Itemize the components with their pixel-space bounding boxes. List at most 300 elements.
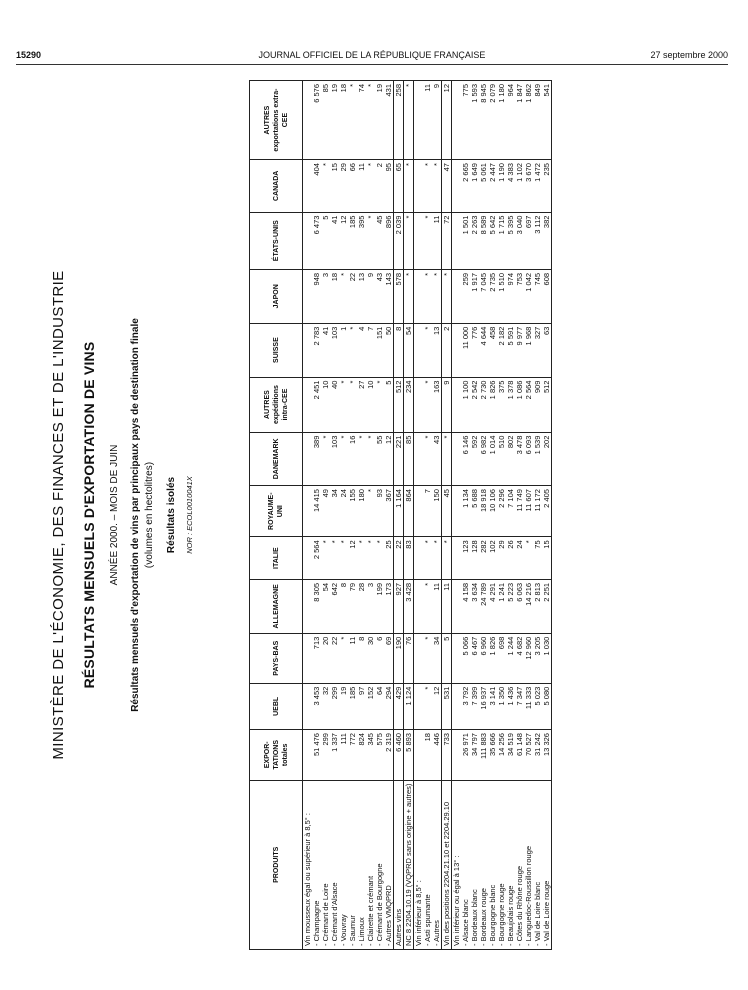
table-cell: 5 023 [533,683,542,729]
table-cell: * [442,432,452,485]
table-cell: 2 405 [542,486,552,537]
table-cell: 3 [366,579,375,633]
table-row [533,81,542,950]
table-cell: 1 030 [542,633,552,683]
table-cell: 4 158 [461,579,470,633]
table-cell: 974 [506,269,515,323]
table-cell [303,579,313,633]
table-cell: 713 [312,633,321,683]
table-cell: 3 205 [533,633,542,683]
table-cell: 6 460 [394,730,404,781]
table-cell: 9 977 [515,323,524,377]
table-cell: 575 [375,730,384,781]
table-cell: 1 086 [515,377,524,432]
column-header: AUTRES expéditions intra-CEE [250,377,303,432]
table-cell: 31 242 [533,730,542,781]
table-cell: * [357,537,366,580]
table-cell: 19 [339,683,348,729]
table-cell: 6 146 [461,432,470,485]
column-header: SUISSE [250,323,303,377]
table-cell: 608 [542,269,552,323]
table-cell: 79 [348,579,357,633]
table-cell: 34 797 [470,730,479,781]
table-cell: 375 [497,377,506,432]
table-row [384,81,394,950]
table-cell: 11 [357,160,366,212]
table-row [542,81,552,950]
table-row [452,81,462,950]
table-cell: 458 [488,323,497,377]
product-label: - Bordeaux blanc [470,780,479,949]
table-cell: 1 510 [497,269,506,323]
table-cell: * [432,269,442,323]
table-cell: * [339,633,348,683]
table-row [461,81,470,950]
table-cell: 34 [432,633,442,683]
table-cell: * [348,377,357,432]
table-cell: 2 [375,160,384,212]
table-cell: 7 [423,486,432,537]
table-cell: 12 [339,212,348,269]
table-cell: 12 [442,81,452,160]
table-cell: 6 473 [312,212,321,269]
table-cell: 3 792 [461,683,470,729]
table-cell: 964 [506,81,515,160]
product-label: - Beaujolais rouge [506,780,515,949]
table-cell: 63 [542,323,552,377]
table-cell: 4 383 [506,160,515,212]
table-cell: 299 [321,730,330,781]
table-cell: * [339,432,348,485]
table-cell: 2 665 [461,160,470,212]
table-cell: 6 [375,633,384,683]
table-cell: 22 [330,633,339,683]
table-cell: 4 291 [488,579,497,633]
table-cell: 202 [542,432,552,485]
table-cell: 541 [542,81,552,160]
column-header: AUTRES exportations extra-CEE [250,81,303,160]
table-cell: 395 [357,212,366,269]
table-cell: 7 399 [470,683,479,729]
table-cell: 20 [321,633,330,683]
table-cell: * [366,486,375,537]
column-header: PRODUITS [250,780,303,949]
table-cell: 234 [404,377,414,432]
table-cell: 8 [394,323,404,377]
table-row [497,81,506,950]
table-cell: 772 [348,730,357,781]
table-cell: * [442,537,452,580]
table-cell: * [339,269,348,323]
table-cell [303,683,313,729]
table-cell: 2 451 [312,377,321,432]
table-cell: 382 [542,212,552,269]
table-cell: 93 [375,486,384,537]
table-cell: 40 [330,377,339,432]
table-cell: 1 539 [533,432,542,485]
product-label: - Saumur [348,780,357,949]
table-cell: 7 045 [479,269,488,323]
table-cell: * [423,212,432,269]
table-cell: 25 [384,537,394,580]
table-cell: 367 [384,486,394,537]
table-cell: 11 000 [461,323,470,377]
table-cell: 2 542 [470,377,479,432]
table-cell: 1 100 [461,377,470,432]
table-cell: 5 688 [470,486,479,537]
table-cell [414,160,424,212]
table-cell: 6 576 [312,81,321,160]
table-cell: 6 982 [479,432,488,485]
table-cell: * [348,323,357,377]
table-cell: 111 883 [479,730,488,781]
product-label: NC 8 2204.10.19 (VQPRD sans origine + autres) [404,780,414,949]
product-label: Vin des positions 2204.21.10 et 2204.29.10 [442,780,452,949]
table-cell [414,212,424,269]
table-cell: 24 789 [479,579,488,633]
table-cell: 18 [423,730,432,781]
table-cell: 1 649 [470,160,479,212]
column-header: PAYS-BAS [250,633,303,683]
table-cell: 163 [432,377,442,432]
page-header [16,50,728,64]
table-row [357,81,366,950]
main-title: RÉSULTATS MENSUELS D'EXPORTATION DE VINS [81,341,97,689]
table-cell [452,486,462,537]
ministry-title: MINISTÈRE DE L'ÉCONOMIE, DES FINANCES ET DE L'INDUSTRIE [50,270,67,760]
table-row [488,81,497,950]
table-cell: 3 141 [488,683,497,729]
table-cell: 54 [404,323,414,377]
table-cell: 4 682 [515,633,524,683]
table-cell: 5 061 [479,160,488,212]
table-cell: 2 296 [497,486,506,537]
table-cell: 299 [330,683,339,729]
table-cell: 3 112 [533,212,542,269]
table-row [479,81,488,950]
table-cell: * [348,81,357,160]
table-cell [414,377,424,432]
table-cell: 5 893 [404,730,414,781]
table-cell: 16 937 [479,683,488,729]
table-cell: 24 [339,486,348,537]
table-cell [452,212,462,269]
table-cell: 429 [394,683,404,729]
table-cell: 64 [375,683,384,729]
column-header: ÉTATS-UNIS [250,212,303,269]
table-cell: 802 [506,432,515,485]
table-cell: 27 [357,377,366,432]
product-label: - Alsace blanc [461,780,470,949]
table-cell: 2 182 [497,323,506,377]
table-cell: * [366,81,375,160]
table-cell: * [423,377,432,432]
table-cell: 1 124 [404,683,414,729]
table-row [312,81,321,950]
table-cell [452,323,462,377]
table-cell: 75 [533,537,542,580]
table-cell: 11 [348,633,357,683]
table-cell: 151 [375,323,384,377]
table-cell: 446 [432,730,442,781]
table-cell: * [330,537,339,580]
issue-date: 27 septembre 2000 [650,50,728,60]
table-cell: 85 [321,81,330,160]
table-cell: 18 [339,81,348,160]
product-label: Vin inférieur ou égal à 13° : [452,780,462,949]
table-cell: 111 [339,730,348,781]
table-cell: 123 [461,537,470,580]
table-cell: 26 971 [461,730,470,781]
table-cell: * [423,160,432,212]
section-title: Résultats isolés [166,476,177,554]
table-cell: 28 [357,579,366,633]
product-label: - Languedoc-Roussillon rouge [524,780,533,949]
table-row [339,81,348,950]
table-cell: 258 [394,81,404,160]
table-cell: 6 093 [524,432,533,485]
product-label: - Crémant de Bourgogne [375,780,384,949]
table-cell [303,432,313,485]
table-cell: 29 [497,537,506,580]
table-cell: 5 642 [488,212,497,269]
table-cell: 11 607 [524,486,533,537]
table-cell: 8 305 [312,579,321,633]
table-cell: 2 447 [488,160,497,212]
table-cell [303,730,313,781]
table-cell: 8 [357,633,366,683]
table-row [303,81,313,950]
table-cell: 41 [330,212,339,269]
table-row [394,81,404,950]
table-cell: * [357,432,366,485]
table-cell: 76 [404,633,414,683]
table-cell: 2 251 [542,579,552,633]
table-cell: 13 [357,269,366,323]
table-cell: 3 478 [515,432,524,485]
table-cell: 22 [348,269,357,323]
table-cell: 26 [506,537,515,580]
table-cell [414,633,424,683]
table-cell: 11 333 [524,683,533,729]
table-cell: 531 [442,683,452,729]
table-cell [303,81,313,160]
table-cell: 18 918 [479,486,488,537]
table-cell: 22 [394,537,404,580]
table-cell: * [321,432,330,485]
table-cell: 7 [366,323,375,377]
table-cell: 12 960 [524,633,533,683]
table-cell: 512 [394,377,404,432]
table-cell: 155 [348,486,357,537]
table-cell: 1 014 [488,432,497,485]
table-cell: 2 564 [312,537,321,580]
table-cell: 85 [404,432,414,485]
table-row [506,81,515,950]
table-cell: 927 [394,579,404,633]
product-label: - Limoux [357,780,366,949]
table-cell: 97 [357,683,366,729]
table-cell: 5 [442,633,452,683]
table-cell: 173 [384,579,394,633]
table-cell: 103 [330,432,339,485]
table-cell: 1 593 [470,81,479,160]
product-label: - Clairette et crémant [366,780,375,949]
table-cell: 2 735 [488,269,497,323]
table-cell: 43 [375,269,384,323]
table-row [470,81,479,950]
table-cell: 8 [339,579,348,633]
table-cell: 1 715 [497,212,506,269]
table-cell: 11 749 [515,486,524,537]
table-cell: * [423,269,432,323]
table-cell [414,486,424,537]
table-cell: 221 [394,432,404,485]
table-cell: 10 106 [488,486,497,537]
product-label: Vin mousseux égal ou supérieur à 8,5° : [303,780,313,949]
table-cell: 199 [375,579,384,633]
table-cell: 19 [375,81,384,160]
table-cell: 753 [515,269,524,323]
table-cell: 1 472 [533,160,542,212]
table-cell: 72 [442,212,452,269]
product-label: - Bourgogne rouge [497,780,506,949]
table-cell: 13 [432,323,442,377]
product-label: - Autres VMQPRD [384,780,394,949]
table-cell: 103 [330,323,339,377]
product-label: - Asti spumante [423,780,432,949]
table-cell: 3 634 [470,579,479,633]
table-cell: 697 [524,212,533,269]
table-header-row [250,81,303,950]
table-cell: * [375,537,384,580]
table-cell [452,81,462,160]
table-cell: * [404,212,414,269]
table-cell: * [442,269,452,323]
table-cell: 9 [366,269,375,323]
table-cell: 10 [321,377,330,432]
product-label: - Champagne [312,780,321,949]
table-cell [303,269,313,323]
table-cell [452,579,462,633]
table-cell: 15 [330,160,339,212]
table-cell: 34 519 [506,730,515,781]
table-cell: 4 [357,323,366,377]
table-cell: * [404,269,414,323]
table-cell: 10 [366,377,375,432]
table-cell: 11 [423,81,432,160]
table-cell: 65 [394,160,404,212]
table-cell: 5 223 [506,579,515,633]
table-cell: 896 [384,212,394,269]
column-header: ROYAUME-UNI [250,486,303,537]
column-header: UEBL [250,683,303,729]
table-cell: * [524,537,533,580]
table-cell: 1 917 [470,269,479,323]
table-cell [414,683,424,729]
table-cell: 294 [384,683,394,729]
table-cell [414,81,424,160]
table-cell: 5 080 [542,683,552,729]
table-cell: 54 [321,579,330,633]
table-cell: 1 244 [506,633,515,683]
table-cell [303,377,313,432]
exports-table [249,80,552,950]
table-cell: 2 564 [524,377,533,432]
table-cell: 1 350 [497,683,506,729]
table-cell: 143 [384,269,394,323]
table-cell: 14 415 [312,486,321,537]
table-cell: 2 319 [384,730,394,781]
product-label: - Val de Loire rouge [542,780,552,949]
table-cell: 190 [394,633,404,683]
table-cell: 1 337 [330,730,339,781]
column-header: EXPOR-TATIONS totales [250,730,303,781]
table-cell: * [423,537,432,580]
table-cell: * [366,212,375,269]
table-cell: 327 [533,323,542,377]
table-cell: 642 [330,579,339,633]
table-cell: 7 104 [506,486,515,537]
table-cell: * [321,537,330,580]
table-cell: 70 527 [524,730,533,781]
table-cell: 775 [461,81,470,160]
table-row [423,81,432,950]
table-cell: 14 216 [524,579,533,633]
table-cell: 12 [432,683,442,729]
table-cell: 592 [470,432,479,485]
table-cell [303,633,313,683]
table-cell: 74 [357,81,366,160]
table-cell [414,269,424,323]
table-cell: 6 063 [515,579,524,633]
product-label: - Côtes du Rhône rouge [515,780,524,949]
table-cell [452,377,462,432]
table-cell: 9 [432,81,442,160]
table-cell: 16 [348,432,357,485]
table-row [366,81,375,950]
title-block [44,80,194,950]
table-cell: * [423,323,432,377]
table-cell [303,537,313,580]
table-cell: 6 960 [479,633,488,683]
product-label: - Crémant de Loire [321,780,330,949]
table-cell: 29 [339,160,348,212]
table-cell: 3 040 [515,212,524,269]
table-cell: 1 501 [461,212,470,269]
table-cell: 32 [321,683,330,729]
table-cell: 1 [339,323,348,377]
period-title: ANNÉE 2000. – MOIS DE JUIN [109,444,120,586]
table-cell: 185 [348,212,357,269]
table-cell: * [423,432,432,485]
table-cell: 13 326 [542,730,552,781]
table-cell: 61 148 [515,730,524,781]
table-cell: * [423,579,432,633]
table-cell: 19 [330,81,339,160]
table-cell: 55 [375,432,384,485]
product-label: - Bourgogne blanc [488,780,497,949]
table-cell: 15 [542,537,552,580]
table-cell: * [366,160,375,212]
table-cell [303,160,313,212]
table-cell: 43 [432,432,442,485]
table-cell: 180 [357,486,366,537]
column-header: DANEMARK [250,432,303,485]
table-row [330,81,339,950]
product-label: - Crémant d'Alsace [330,780,339,949]
table-cell [452,683,462,729]
